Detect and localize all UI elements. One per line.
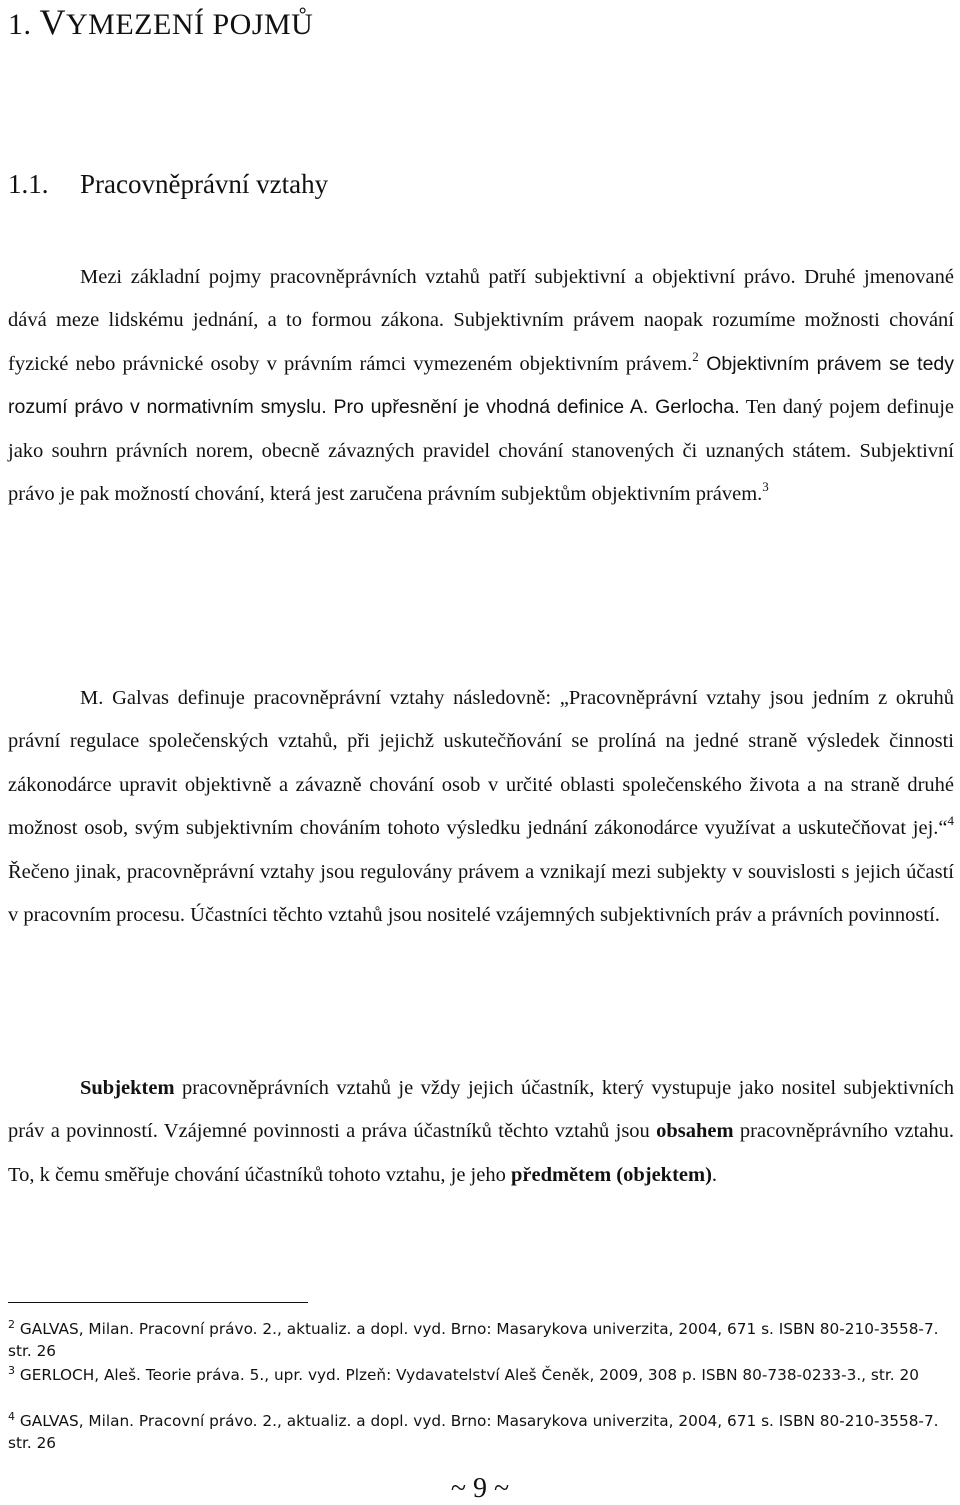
paragraph-1-text-a: Mezi základní pojmy pracovněprávních vztahů patří subjektivní a objektivní právo. Druhé jmenované dává meze lidskému jednání, a to formou zákona. Subjektivním právem naopak rozumíme možnosti chování fyzické nebo právnické osoby v právním rámci vymezeném objektivním právem. xyxy=(8,266,954,375)
paragraph-2-text-b: Řečeno jinak, pracovněprávní vztahy jsou regulovány právem a vznikají mezi subjekty v souvislosti s jejich účastí v pracovním procesu. Účastníci těchto vztahů jsou nositelé vzájemných subjektivních práv a právních povinností. xyxy=(8,860,954,927)
section-number: 1.1. xyxy=(8,169,49,199)
footnote-4-text: GALVAS, Milan. Pracovní právo. 2., aktualiz. a dopl. vyd. Brno: Masarykova univerzita, 2004, 671 s. ISBN 80-210-3558-7. str. 26 xyxy=(8,1412,939,1452)
footnote-3-number: 3 xyxy=(8,1364,15,1377)
footnote-3-text: GERLOCH, Aleš. Teorie práva. 5., upr. vyd. Plzeň: Vydavatelství Aleš Čeněk, 2009, 308 p. ISBN 80-738-0233-3., str. 20 xyxy=(19,1366,919,1384)
paragraph-2-text-a: M. Galvas definuje pracovněprávní vztahy následovně: „Pracovněprávní vztahy jsou jedním z okruhů právní regulace společenských vztahů, při jejichž uskutečňování se prolíná na jedné straně výsledek činnosti zákonodárce upravit objektivně a závazně chování osob v určité oblasti společenského života a na straně druhé možnost osob, svým subjektivním chováním tohoto výsledku jednání zákonodárce využívat a uskutečňovat jej.“ xyxy=(8,687,954,840)
chapter-heading xyxy=(8,2,954,45)
chapter-number: 1. xyxy=(8,8,32,41)
footnote-ref-3[interactable]: 3 xyxy=(762,479,769,495)
footnote-ref-4[interactable]: 4 xyxy=(947,813,954,829)
page-number: ~ 9 ~ xyxy=(450,1473,510,1504)
paragraph-1-text-b: Objektivním právem se tedy rozumí právo v normativním smyslu. Pro upřesnění je vhodná definice A. Gerlocha. xyxy=(8,352,955,419)
section-title: Pracovněprávní vztahy xyxy=(80,169,329,199)
footnote-ref-2[interactable]: 2 xyxy=(692,348,699,364)
paragraph-3-text-c: . xyxy=(711,1163,718,1186)
footnote-2-text: GALVAS, Milan. Pracovní právo. 2., aktualiz. a dopl. vyd. Brno: Masarykova univerzita, 2004, 671 s. ISBN 80-210-3558-7. str. 26 xyxy=(8,1320,939,1360)
term-predmet: předmětem (objektem) xyxy=(510,1163,712,1186)
chapter-initial: V xyxy=(39,2,66,42)
term-obsah: obsahem xyxy=(656,1120,734,1143)
paragraph-3-text-b: pracovněprávního vztahu. To, k čemu směřuje chování účastníků tohoto vztahu, je jeho xyxy=(8,1120,954,1186)
section-heading xyxy=(8,164,954,204)
term-subjekt: Subjektem xyxy=(80,1077,175,1099)
paragraph-subject-content-object xyxy=(8,1067,954,1197)
footnote-4-number: 4 xyxy=(8,1410,15,1423)
paragraph-1-text-c: Ten daný pojem definuje jako souhrn právních norem, obecně závazných pravidel chování stanovených či uznaných státem. Subjektivní právo je pak možností chování, která jest zaručena právním subjektům objektivním právem. xyxy=(8,396,954,506)
footnote-4 xyxy=(8,1410,950,1454)
footnote-separator xyxy=(8,1302,308,1303)
paragraph-3-text-a: pracovněprávních vztahů je vždy jejich účastník, který vystupuje jako nositel subjektivních práv a povinností. Vzájemné povinnosti a práva účastníků těchto vztahů jsou xyxy=(8,1077,954,1143)
footnote-2-number: 2 xyxy=(8,1318,15,1331)
paragraph-subjective-objective-law xyxy=(8,256,954,516)
paragraph-galvas-definition xyxy=(8,677,954,937)
footnote-2 xyxy=(8,1318,950,1362)
chapter-title: YMEZENÍ POJMŮ xyxy=(66,8,314,41)
footnote-3 xyxy=(8,1364,950,1386)
